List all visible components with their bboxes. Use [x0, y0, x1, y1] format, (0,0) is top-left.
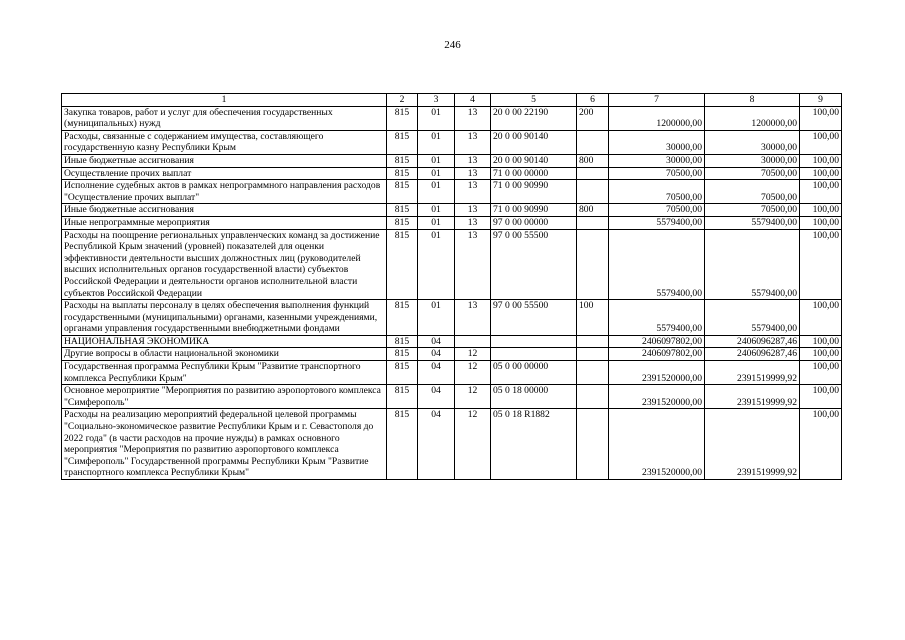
row-plan-cell: 2406097802,00	[609, 335, 705, 348]
row-percent-cell: 100,00	[800, 229, 842, 300]
row-type-cell	[577, 409, 609, 480]
row-code-cell: 815	[387, 335, 418, 348]
header-cell: 7	[609, 94, 705, 107]
row-subsection-cell: 13	[455, 167, 491, 180]
row-name-cell: Расходы, связанные с содержанием имущества, составляющего государственную казну Республики Крым	[62, 130, 387, 154]
row-percent-cell: 100,00	[800, 300, 842, 336]
row-subsection-cell: 12	[455, 385, 491, 409]
row-subsection-cell: 13	[455, 216, 491, 229]
row-subsection-cell: 13	[455, 204, 491, 217]
row-section-cell: 01	[418, 204, 455, 217]
row-type-cell: 100	[577, 300, 609, 336]
row-plan-cell: 70500,00	[609, 204, 705, 217]
row-actual-cell: 70500,00	[705, 167, 800, 180]
row-target-cell: 05 0 18 R1882	[491, 409, 577, 480]
row-target-cell: 20 0 00 90140	[491, 154, 577, 167]
row-percent-cell: 100,00	[800, 385, 842, 409]
row-actual-cell: 2391519999,92	[705, 361, 800, 385]
row-plan-cell: 2391520000,00	[609, 409, 705, 480]
row-name-cell: Осуществление прочих выплат	[62, 167, 387, 180]
row-name-cell: Другие вопросы в области национальной экономики	[62, 348, 387, 361]
header-cell: 9	[800, 94, 842, 107]
row-code-cell: 815	[387, 167, 418, 180]
row-target-cell: 71 0 00 90990	[491, 180, 577, 204]
row-name-cell: НАЦИОНАЛЬНАЯ ЭКОНОМИКА	[62, 335, 387, 348]
row-subsection-cell: 13	[455, 130, 491, 154]
row-type-cell	[577, 216, 609, 229]
row-target-cell: 71 0 00 00000	[491, 167, 577, 180]
row-percent-cell: 100,00	[800, 130, 842, 154]
row-type-cell	[577, 180, 609, 204]
row-code-cell: 815	[387, 106, 418, 130]
row-section-cell: 01	[418, 300, 455, 336]
row-section-cell: 04	[418, 409, 455, 480]
page-number: 246	[444, 39, 461, 51]
table-row	[62, 167, 842, 180]
row-section-cell: 04	[418, 385, 455, 409]
budget-table	[61, 93, 842, 480]
table-row	[62, 300, 842, 336]
row-target-cell: 05 0 00 00000	[491, 361, 577, 385]
row-name-cell: Государственная программа Республики Крым "Развитие транспортного комплекса Республики Крым"	[62, 361, 387, 385]
row-section-cell: 04	[418, 348, 455, 361]
row-target-cell: 20 0 00 22190	[491, 106, 577, 130]
row-plan-cell: 5579400,00	[609, 216, 705, 229]
row-name-cell: Расходы на выплаты персоналу в целях обеспечения выполнения функций государственными (муниципальными) органами, казенными учреждениями, органами управления государственными внебюджетными фондами	[62, 300, 387, 336]
row-type-cell: 800	[577, 154, 609, 167]
row-percent-cell: 100,00	[800, 409, 842, 480]
row-plan-cell: 70500,00	[609, 180, 705, 204]
row-type-cell	[577, 130, 609, 154]
row-section-cell: 01	[418, 167, 455, 180]
table-row	[62, 216, 842, 229]
row-actual-cell: 5579400,00	[705, 216, 800, 229]
row-name-cell: Основное мероприятие "Мероприятия по развитию аэропортового комплекса "Симферополь"	[62, 385, 387, 409]
row-actual-cell: 2391519999,92	[705, 385, 800, 409]
table-row	[62, 361, 842, 385]
row-name-cell: Расходы на поощрение региональных управленческих команд за достижение Республикой Крым значений (уровней) показателей для оценки эффективности деятельности высших должностных лиц (руководителей высших исполнительных органов государственной власти) субъектов Российской Федерации и деятельности органов исполнительной власти субъектов Российской Федерации	[62, 229, 387, 300]
row-target-cell: 97 0 00 55500	[491, 300, 577, 336]
row-actual-cell: 30000,00	[705, 154, 800, 167]
row-plan-cell: 70500,00	[609, 167, 705, 180]
row-actual-cell: 70500,00	[705, 180, 800, 204]
table-row	[62, 385, 842, 409]
row-code-cell: 815	[387, 216, 418, 229]
row-subsection-cell: 12	[455, 409, 491, 480]
header-cell: 1	[62, 94, 387, 107]
row-subsection-cell: 13	[455, 106, 491, 130]
table-header-row	[62, 94, 842, 107]
row-subsection-cell	[455, 335, 491, 348]
row-type-cell	[577, 335, 609, 348]
row-section-cell: 01	[418, 216, 455, 229]
row-code-cell: 815	[387, 180, 418, 204]
row-percent-cell: 100,00	[800, 361, 842, 385]
row-code-cell: 815	[387, 300, 418, 336]
row-percent-cell: 100,00	[800, 106, 842, 130]
row-type-cell	[577, 167, 609, 180]
row-percent-cell: 100,00	[800, 180, 842, 204]
row-subsection-cell: 12	[455, 361, 491, 385]
row-plan-cell: 2391520000,00	[609, 361, 705, 385]
row-code-cell: 815	[387, 361, 418, 385]
row-actual-cell: 30000,00	[705, 130, 800, 154]
row-section-cell: 01	[418, 229, 455, 300]
row-code-cell: 815	[387, 385, 418, 409]
row-section-cell: 01	[418, 106, 455, 130]
row-code-cell: 815	[387, 229, 418, 300]
row-section-cell: 01	[418, 130, 455, 154]
row-type-cell	[577, 348, 609, 361]
header-cell: 6	[577, 94, 609, 107]
row-percent-cell: 100,00	[800, 154, 842, 167]
table-row	[62, 204, 842, 217]
table-row	[62, 106, 842, 130]
row-plan-cell: 2391520000,00	[609, 385, 705, 409]
row-name-cell: Расходы на реализацию мероприятий федеральной целевой программы "Социально-экономическое развитие Республики Крым и г. Севастополя до 2022 года" (в части расходов на прочие нужды) в рамках основного мероприятия "Мероприятия по развитию аэропортового комплекса "Симферополь" Государственной программы Республики Крым "Развитие транспортного комплекса Республики Крым"	[62, 409, 387, 480]
row-type-cell	[577, 385, 609, 409]
row-section-cell: 04	[418, 361, 455, 385]
row-section-cell: 01	[418, 154, 455, 167]
row-percent-cell: 100,00	[800, 335, 842, 348]
row-name-cell: Исполнение судебных актов в рамках непрограммного направления расходов "Осуществление прочих выплат"	[62, 180, 387, 204]
row-subsection-cell: 13	[455, 229, 491, 300]
table-body	[62, 94, 842, 480]
table-row	[62, 130, 842, 154]
row-code-cell: 815	[387, 154, 418, 167]
row-target-cell: 20 0 00 90140	[491, 130, 577, 154]
row-subsection-cell: 13	[455, 180, 491, 204]
row-code-cell: 815	[387, 130, 418, 154]
row-section-cell: 01	[418, 180, 455, 204]
row-plan-cell: 5579400,00	[609, 229, 705, 300]
row-target-cell	[491, 335, 577, 348]
header-cell: 8	[705, 94, 800, 107]
row-plan-cell: 2406097802,00	[609, 348, 705, 361]
table-row	[62, 229, 842, 300]
row-name-cell: Закупка товаров, работ и услуг для обеспечения государственных (муниципальных) нужд	[62, 106, 387, 130]
table-row	[62, 348, 842, 361]
row-percent-cell: 100,00	[800, 167, 842, 180]
row-target-cell: 71 0 00 90990	[491, 204, 577, 217]
row-actual-cell: 5579400,00	[705, 229, 800, 300]
row-actual-cell: 2406096287,46	[705, 348, 800, 361]
row-percent-cell: 100,00	[800, 348, 842, 361]
row-code-cell: 815	[387, 204, 418, 217]
row-subsection-cell: 12	[455, 348, 491, 361]
row-subsection-cell: 13	[455, 154, 491, 167]
row-name-cell: Иные бюджетные ассигнования	[62, 204, 387, 217]
row-type-cell: 800	[577, 204, 609, 217]
row-type-cell	[577, 361, 609, 385]
header-cell: 5	[491, 94, 577, 107]
row-code-cell: 815	[387, 348, 418, 361]
row-type-cell	[577, 229, 609, 300]
row-plan-cell: 1200000,00	[609, 106, 705, 130]
row-target-cell	[491, 348, 577, 361]
row-type-cell: 200	[577, 106, 609, 130]
header-cell: 3	[418, 94, 455, 107]
row-name-cell: Иные бюджетные ассигнования	[62, 154, 387, 167]
row-actual-cell: 2406096287,46	[705, 335, 800, 348]
row-percent-cell: 100,00	[800, 216, 842, 229]
header-cell: 4	[455, 94, 491, 107]
row-plan-cell: 30000,00	[609, 154, 705, 167]
row-actual-cell: 2391519999,92	[705, 409, 800, 480]
row-percent-cell: 100,00	[800, 204, 842, 217]
row-code-cell: 815	[387, 409, 418, 480]
row-target-cell: 97 0 00 00000	[491, 216, 577, 229]
table-row	[62, 409, 842, 480]
row-section-cell: 04	[418, 335, 455, 348]
row-name-cell: Иные непрограммные мероприятия	[62, 216, 387, 229]
row-target-cell: 05 0 18 00000	[491, 385, 577, 409]
row-actual-cell: 70500,00	[705, 204, 800, 217]
row-target-cell: 97 0 00 55500	[491, 229, 577, 300]
table-row	[62, 180, 842, 204]
row-actual-cell: 5579400,00	[705, 300, 800, 336]
row-subsection-cell: 13	[455, 300, 491, 336]
row-plan-cell: 30000,00	[609, 130, 705, 154]
row-actual-cell: 1200000,00	[705, 106, 800, 130]
table-row	[62, 335, 842, 348]
row-plan-cell: 5579400,00	[609, 300, 705, 336]
header-cell: 2	[387, 94, 418, 107]
table-row	[62, 154, 842, 167]
